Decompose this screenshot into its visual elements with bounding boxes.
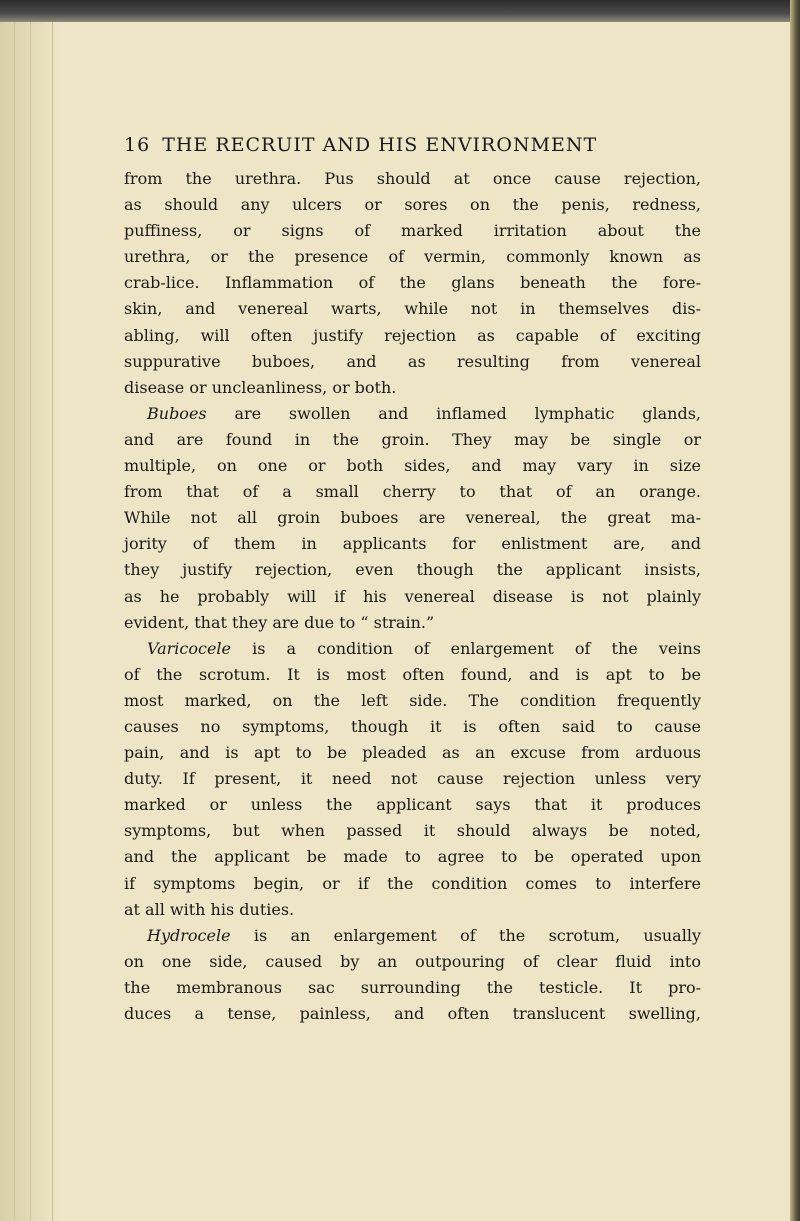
text-line: pain, and is apt to be pleaded as an excuse from arduous [124, 743, 701, 763]
paragraph [124, 166, 701, 401]
text-line: most marked, on the left side. The condition frequently [124, 690, 701, 710]
text-line: multiple, on one or both sides, and may vary in size [124, 456, 701, 476]
term-buboes: Buboes [147, 403, 207, 423]
running-header [124, 128, 597, 162]
scan-top-edge [0, 0, 800, 22]
text-line: duces a tense, painless, and often translucent swelling, [124, 1004, 701, 1023]
text-line: evident, that they are due to “ strain.” [124, 612, 435, 632]
text-line: of the scrotum. It is most often found, and is apt to be [124, 664, 701, 684]
paragraph [124, 923, 701, 1027]
paragraph [124, 401, 701, 636]
text-line: and the applicant be made to agree to be operated upon [124, 847, 701, 867]
text-line: from the urethra. Pus should at once cause rejection, [124, 169, 701, 188]
running-title: THE RECRUIT AND HIS ENVIRONMENT [162, 134, 598, 156]
text-line: as he probably will if his venereal disease is not plainly [124, 586, 701, 606]
term-varicocele: Varicocele [147, 638, 231, 658]
text-line: on one side, caused by an outpouring of clear fluid into [124, 951, 701, 971]
text-line: at all with his duties. [124, 899, 295, 919]
text-line: they justify rejection, even though the applicant insists, [124, 560, 701, 580]
text-line: skin, and venereal warts, while not in themselves dis- [124, 299, 701, 319]
text-line: as should any ulcers or sores on the penis, redness, [124, 195, 701, 215]
text-line: urethra, or the presence of vermin, commonly known as [124, 247, 701, 267]
page-edge-line [30, 22, 31, 1221]
text-line: from that of a small cherry to that of an orange. [124, 482, 701, 502]
text-fragment: are swollen and inflamed lymphatic glands, [206, 403, 701, 423]
text-line: if symptoms begin, or if the condition comes to interfere [124, 873, 701, 893]
text-line: crab-lice. Inflammation of the glans beneath the fore- [124, 273, 701, 293]
text-line [124, 636, 701, 662]
text-line: causes no symptoms, though it is often said to cause [124, 716, 701, 736]
text-line: and are found in the groin. They may be single or [124, 429, 701, 449]
text-fragment: is a condition of enlargement of the veins [231, 638, 701, 658]
text-line: marked or unless the applicant says that it produces [124, 795, 701, 815]
text-line [124, 401, 701, 427]
paragraph [124, 636, 701, 923]
page-edge-line [52, 22, 53, 1221]
text-line: the membranous sac surrounding the testicle. It pro- [124, 977, 701, 997]
page-edge-line [14, 22, 15, 1221]
text-line: duty. If present, it need not cause rejection unless very [124, 769, 701, 789]
text-line [124, 923, 701, 949]
term-hydrocele: Hydrocele [147, 925, 231, 945]
scan-right-edge [790, 0, 800, 1221]
body-text [124, 166, 701, 1027]
text-fragment: is an enlargement of the scrotum, usually [230, 925, 701, 945]
page-number: 16 [124, 134, 151, 156]
text-line: While not all groin buboes are venereal, the great ma- [124, 508, 701, 528]
text-line: jority of them in applicants for enlistment are, and [124, 534, 701, 554]
text-line: suppurative buboes, and as resulting from venereal [124, 351, 701, 371]
text-line: puffiness, or signs of marked irritation about the [124, 221, 701, 241]
text-line: disease or uncleanliness, or both. [124, 377, 397, 397]
text-line: symptoms, but when passed it should always be noted, [124, 821, 701, 841]
text-line: abling, will often justify rejection as capable of exciting [124, 325, 701, 345]
